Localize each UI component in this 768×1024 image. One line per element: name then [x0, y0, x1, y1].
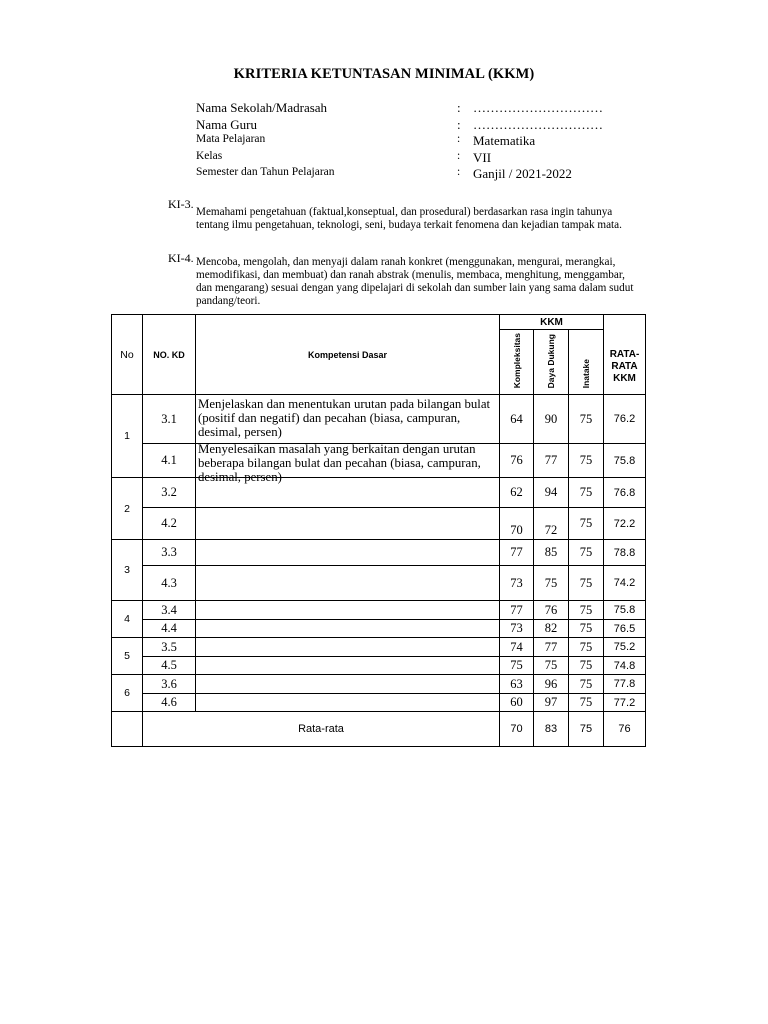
inatake-value: 75: [569, 675, 604, 694]
rata-value: 74.2: [604, 566, 646, 601]
info-value: Matematika: [473, 133, 536, 148]
rata-value: 74.8: [604, 657, 646, 675]
rata-value: 76.5: [604, 620, 646, 638]
kd-number: 4.4: [143, 620, 196, 638]
kd-description: [196, 441, 500, 484]
info-label: Semester dan Tahun Pelajaran: [196, 166, 335, 178]
daya-dukung-value: 76: [534, 601, 569, 620]
inatake-value: 75: [569, 508, 604, 540]
kompleksitas-value: 60: [500, 694, 534, 712]
daya-dukung-value: 82: [534, 620, 569, 638]
header-kompleksitas: Kompleksitas: [511, 332, 522, 388]
rata-value: 75.2: [604, 638, 646, 657]
rata-value: 75.8: [604, 444, 646, 478]
info-colon: :: [457, 116, 461, 132]
daya-dukung-value: 85: [534, 540, 569, 566]
kompleksitas-value: 73: [500, 566, 534, 601]
kompleksitas-value: 63: [500, 675, 534, 694]
group-no: 1: [112, 395, 143, 478]
header-daya-dukung-cell: [534, 330, 569, 395]
daya-dukung-value: 94: [534, 478, 569, 508]
kd-description: [196, 657, 500, 675]
info-colon: :: [457, 133, 461, 145]
kkm-table: [111, 314, 646, 747]
rata-value: 76.8: [604, 478, 646, 508]
header-rata-rata-kkm: RATA-RATA KKM: [604, 315, 646, 395]
footer-empty-cell: [112, 712, 143, 747]
header-kkm: KKM: [500, 315, 604, 330]
rata-value: 72.2: [604, 508, 646, 540]
group-no: 4: [112, 601, 143, 638]
inatake-value: 75: [569, 395, 604, 444]
rata-value: 75.8: [604, 601, 646, 620]
kd-number: 3.3: [143, 540, 196, 566]
ki3-text: Memahami pengetahuan (faktual,konseptual, dan prosedural) berdasarkan rasa ingin tahunya tentang ilmu pengetahuan, teknologi, seni, budaya terkait fenomena dan kejadian tampak mata.: [196, 206, 622, 231]
footer-inatake: 75: [569, 712, 604, 747]
kd-number: 4.6: [143, 694, 196, 712]
ki4-label: KI-4.: [168, 251, 194, 265]
inatake-value: 75: [569, 566, 604, 601]
footer-kompleksitas: 70: [500, 712, 534, 747]
info-value: …………………………: [473, 116, 603, 132]
inatake-value: 75: [569, 620, 604, 638]
kd-description-text: Menyelesaikan masalah yang berkaitan dengan urutan beberapa bilangan bulat dan pecahan (biasa, campuran, desimal, persen): [198, 441, 481, 484]
kompleksitas-value: 77: [500, 601, 534, 620]
info-row-semester: [196, 166, 636, 183]
inatake-value: 75: [569, 657, 604, 675]
kompleksitas-value: 77: [500, 540, 534, 566]
footer-daya-dukung: 83: [534, 712, 569, 747]
inatake-value: 75: [569, 478, 604, 508]
kd-number: 3.6: [143, 675, 196, 694]
kd-description: [196, 566, 500, 601]
daya-dukung-value: 77: [534, 638, 569, 657]
kd-description: [196, 638, 500, 657]
rata-value: 76.2: [604, 395, 646, 444]
info-value: …………………………: [473, 100, 603, 115]
info-row-school: [196, 100, 636, 117]
group-no: 5: [112, 638, 143, 675]
info-colon: :: [457, 166, 461, 178]
table-row: [112, 675, 646, 694]
footer-row: [112, 712, 646, 747]
ki4-text: Mencoba, mengolah, dan menyaji dalam ranah konkret (menggunakan, mengurai, merangkai, memodifikasi, dan membuat) dan ranah abstrak (menulis, membaca, menghitung, menggambar, dan mengarang) sesuai dengan yang dipelajari di sekolah dan sumber lain yang sama dalam sudut pandang/teori.: [196, 256, 634, 307]
info-row-class: [196, 150, 636, 167]
kompleksitas-value: 73: [500, 620, 534, 638]
header-no: No: [112, 315, 143, 395]
info-value: Ganjil / 2021-2022: [473, 166, 572, 181]
daya-dukung-value: 75: [534, 566, 569, 601]
footer-label: Rata-rata: [143, 712, 500, 747]
kd-number: 4.5: [143, 657, 196, 675]
table-row: [112, 540, 646, 566]
daya-dukung-value: 97: [534, 694, 569, 712]
inatake-value: 75: [569, 601, 604, 620]
rata-value: 77.2: [604, 694, 646, 712]
header-inatake: Inatake: [581, 358, 591, 388]
daya-dukung-value: 72: [534, 508, 569, 540]
kd-description: [196, 675, 500, 694]
info-block: [196, 100, 636, 183]
kompleksitas-value: 70: [500, 508, 534, 540]
kompleksitas-value: 76: [500, 444, 534, 478]
rata-value: 78.8: [604, 540, 646, 566]
header-daya-dukung: Daya Dukung: [546, 333, 556, 388]
daya-dukung-value: 75: [534, 657, 569, 675]
ki3-label: KI-3.: [168, 197, 194, 211]
kd-description: [196, 395, 500, 444]
group-no: 2: [112, 478, 143, 540]
kd-number: 3.2: [143, 478, 196, 508]
kd-description-text: Menjelaskan dan menentukan urutan pada bilangan bulat (positif dan negatif) dan pecahan (biasa, campuran, desimal, persen): [198, 396, 491, 439]
header-inatake-cell: [569, 330, 604, 395]
kd-description: [196, 508, 500, 540]
info-row-subject: [196, 133, 636, 150]
kd-description: [196, 540, 500, 566]
group-no: 3: [112, 540, 143, 601]
daya-dukung-value: 90: [534, 395, 569, 444]
kd-description: [196, 601, 500, 620]
info-colon: :: [457, 149, 461, 162]
inatake-value: 75: [569, 444, 604, 478]
table-row: [112, 601, 646, 620]
footer-rata: 76: [604, 712, 646, 747]
table-row: [112, 620, 646, 638]
table-row: [112, 566, 646, 601]
header-kompleksitas-cell: [500, 330, 534, 395]
info-label: Kelas: [196, 149, 223, 162]
info-row-teacher: [196, 117, 636, 134]
info-value: VII: [473, 149, 492, 165]
inatake-value: 75: [569, 638, 604, 657]
kd-number: 3.5: [143, 638, 196, 657]
table-row: [112, 478, 646, 508]
table-row: [112, 657, 646, 675]
kompleksitas-value: 75: [500, 657, 534, 675]
kd-number: 4.2: [143, 508, 196, 540]
kd-description: [196, 694, 500, 712]
page-title: KRITERIA KETUNTASAN MINIMAL (KKM): [233, 66, 535, 82]
kd-description: [196, 620, 500, 638]
table-row: [112, 444, 646, 478]
kd-number: 4.1: [143, 444, 196, 478]
kompleksitas-value: 64: [500, 395, 534, 444]
header-kompetensi-dasar: Kompetensi Dasar: [196, 315, 500, 395]
table-row: [112, 638, 646, 657]
table-row: [112, 694, 646, 712]
kompleksitas-value: 74: [500, 638, 534, 657]
kd-number: 3.4: [143, 601, 196, 620]
info-label: Nama Guru: [196, 116, 258, 132]
info-label: Nama Sekolah/Madrasah: [196, 100, 328, 115]
kd-number: 3.1: [143, 395, 196, 444]
inatake-value: 75: [569, 694, 604, 712]
header-no-kd: NO. KD: [143, 315, 196, 395]
table-row: [112, 508, 646, 540]
table-row: [112, 395, 646, 444]
inatake-value: 75: [569, 540, 604, 566]
kd-number: 4.3: [143, 566, 196, 601]
daya-dukung-value: 77: [534, 444, 569, 478]
group-no: 6: [112, 675, 143, 712]
info-label: Mata Pelajaran: [196, 133, 266, 145]
info-colon: :: [457, 100, 461, 115]
rata-value: 77.8: [604, 675, 646, 694]
daya-dukung-value: 96: [534, 675, 569, 694]
kompleksitas-value: 62: [500, 478, 534, 508]
